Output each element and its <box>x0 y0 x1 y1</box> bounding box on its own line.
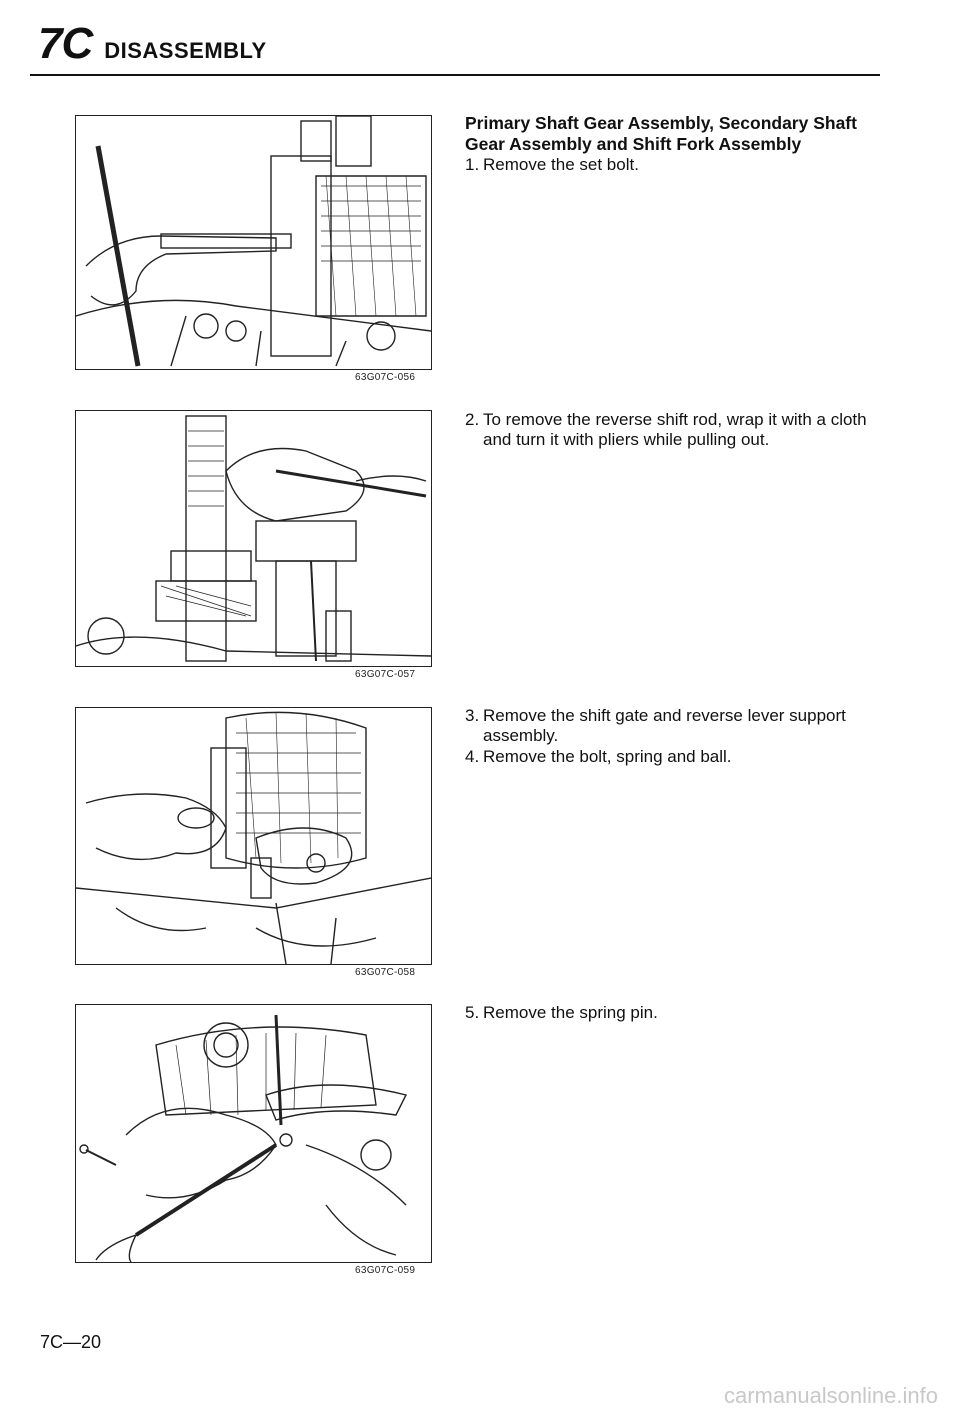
figure-remove-shift-gate <box>75 707 432 965</box>
illustration-set-bolt <box>76 116 431 369</box>
figure-remove-set-bolt <box>75 115 432 370</box>
watermark-text: carmanualsonline.info <box>723 1383 938 1408</box>
illustration-reverse-shift-rod <box>76 411 431 666</box>
step-3-4-block <box>465 706 885 767</box>
figure-code: 63G07C-059 <box>355 1265 416 1276</box>
step-number: 3. <box>465 706 480 725</box>
step-4 <box>465 747 885 767</box>
section-subtitle: Primary Shaft Gear Assembly, Secondary Shaft Gear Assembly and Shift Fork Assembly <box>465 113 857 154</box>
step-1 <box>465 155 885 175</box>
figure-code: 63G07C-057 <box>355 669 416 680</box>
step-text: Remove the set bolt. <box>483 155 639 174</box>
section-code: 7C <box>38 19 93 68</box>
step-number: 4. <box>465 746 480 766</box>
step-text: Remove the bolt, spring and ball. <box>483 746 732 766</box>
step-2 <box>465 410 885 451</box>
page-header <box>38 19 267 68</box>
step-number: 5. <box>465 1003 480 1022</box>
step-number: 1. <box>465 155 480 174</box>
section-intro <box>465 113 885 175</box>
header-rule <box>30 74 880 76</box>
step-3 <box>465 706 885 747</box>
figure-code: 63G07C-058 <box>355 967 416 978</box>
step-text: To remove the reverse shift rod, wrap it with a cloth and turn it with pliers while pulling out. <box>483 410 867 450</box>
page-number: 7C—20 <box>40 1332 102 1352</box>
section-title: DISASSEMBLY <box>104 38 267 63</box>
step-text: Remove the shift gate and reverse lever support assembly. <box>483 706 846 746</box>
figure-remove-reverse-shift-rod <box>75 410 432 667</box>
step-number: 2. <box>465 410 480 429</box>
illustration-shift-gate <box>76 708 431 964</box>
step-text: Remove the spring pin. <box>483 1003 658 1022</box>
step-5-block <box>465 1003 885 1023</box>
figure-remove-spring-pin <box>75 1004 432 1263</box>
step-2-block <box>465 410 885 451</box>
illustration-spring-pin <box>76 1005 431 1262</box>
step-5 <box>465 1003 885 1023</box>
figure-code: 63G07C-056 <box>355 372 416 383</box>
